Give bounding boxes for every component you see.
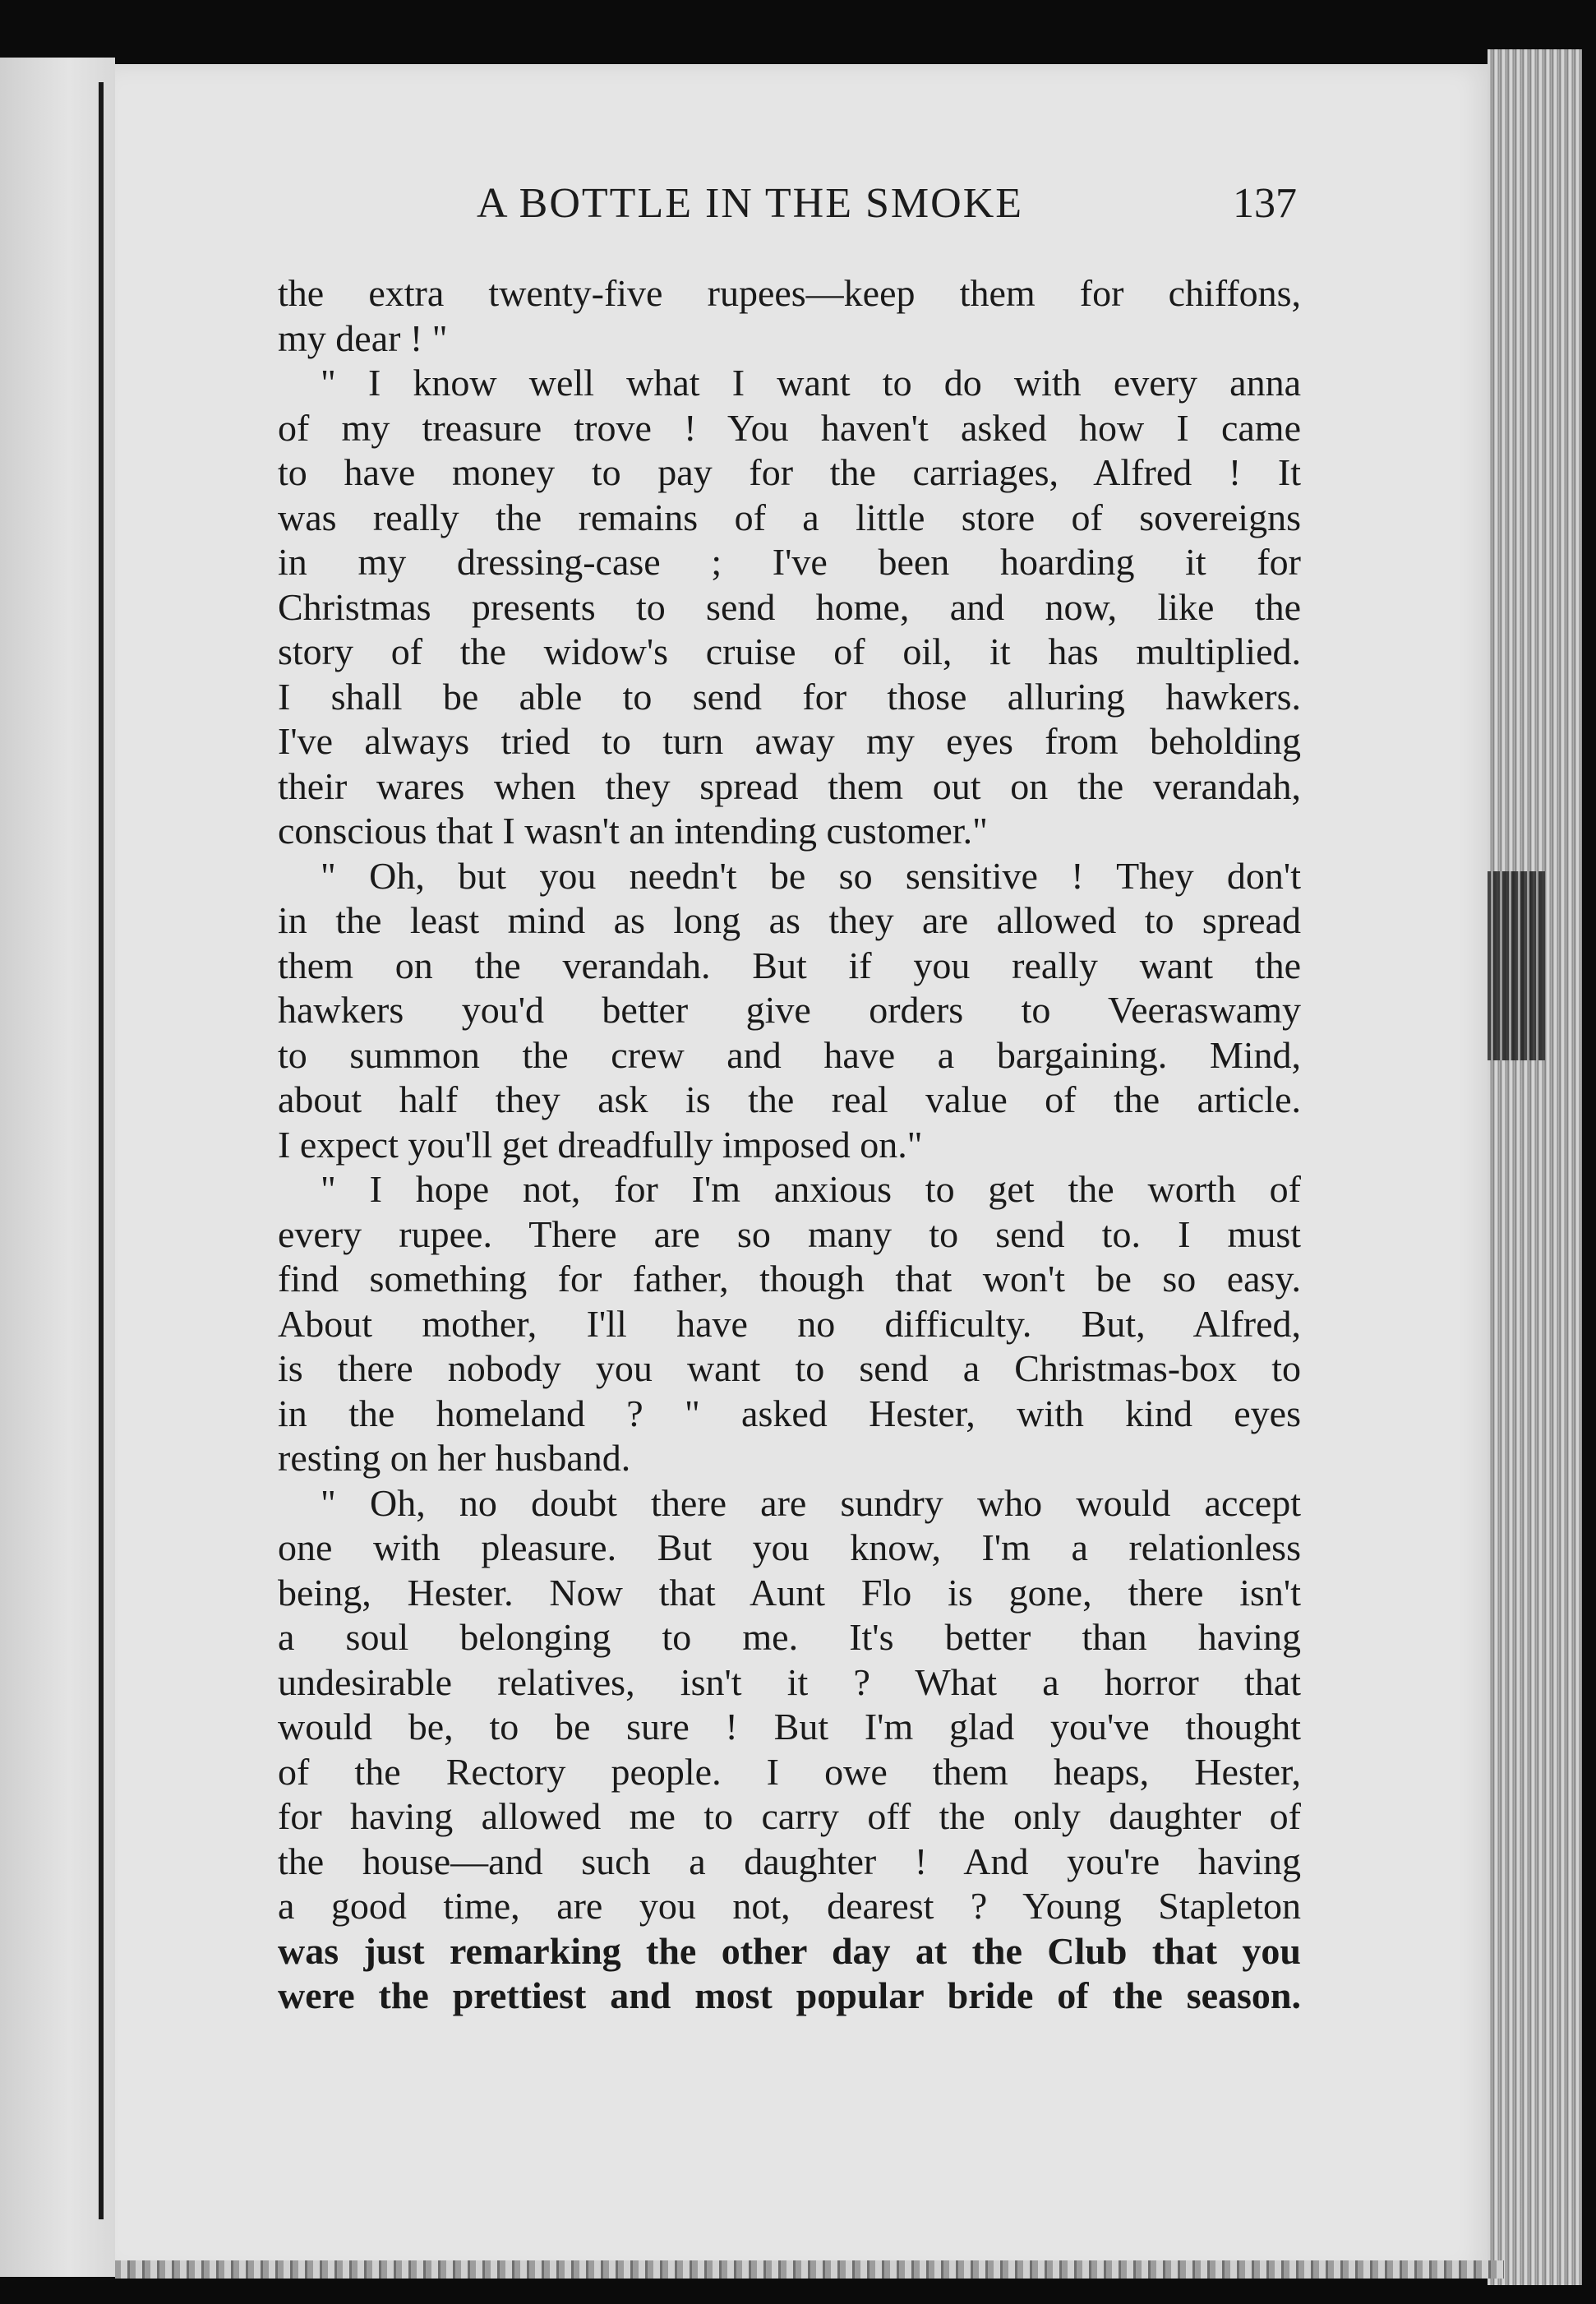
text-line: about half they ask is the real value of the article. bbox=[278, 1078, 1301, 1120]
text-line: them on the verandah. But if you really want the bbox=[278, 944, 1301, 986]
text-line: was really the remains of a little store of sovereigns bbox=[278, 496, 1301, 538]
text-line: hawkers you'd better give orders to Veeraswamy bbox=[278, 989, 1301, 1031]
text-line: " I know well what I want to do with every anna bbox=[321, 362, 1301, 404]
text-line: would be, to be sure ! But I'm glad you've thought bbox=[278, 1706, 1301, 1748]
text-line: in my dressing-case ; I've been hoarding it for bbox=[278, 541, 1301, 583]
text-line: Christmas presents to send home, and now, like the bbox=[278, 585, 1301, 628]
text-line: " I hope not, for I'm anxious to get the worth of bbox=[321, 1168, 1301, 1210]
text-line: their wares when they spread them out on the verandah, bbox=[278, 764, 1301, 807]
text-line: a good time, are you not, dearest ? Young Stapleton bbox=[278, 1885, 1301, 1927]
text-line: the house—and such a daughter ! And you're having bbox=[278, 1840, 1301, 1882]
text-line: was just remarking the other day at the Club that you bbox=[278, 1929, 1301, 1972]
text-line: " Oh, no doubt there are sundry who would accept bbox=[321, 1481, 1301, 1524]
text-line: find something for father, though that won't be so easy. bbox=[278, 1258, 1301, 1300]
text-line: being, Hester. Now that Aunt Flo is gone, there isn't bbox=[278, 1571, 1301, 1614]
page-number: 137 bbox=[1233, 180, 1297, 227]
running-title: A BOTTLE IN THE SMOKE bbox=[477, 180, 1024, 227]
text-line: were the prettiest and most popular bride of the season. bbox=[278, 1974, 1301, 2016]
text-line: About mother, I'll have no difficulty. But, Alfred, bbox=[278, 1302, 1301, 1345]
text-line: is there nobody you want to send a Christmas-box to bbox=[278, 1347, 1301, 1389]
text-line: my dear ! " bbox=[278, 316, 448, 359]
book-fore-edge bbox=[1488, 49, 1582, 2285]
text-line: of my treasure trove ! You haven't asked how I came bbox=[278, 406, 1301, 449]
text-line: " Oh, but you needn't be so sensitive ! They don't bbox=[321, 854, 1301, 897]
facing-page-edge bbox=[0, 58, 115, 2277]
fore-edge-marking bbox=[1488, 871, 1545, 1060]
text-line: of the Rectory people. I owe them heaps, Hester, bbox=[278, 1750, 1301, 1793]
text-line: the extra twenty-five rupees—keep them for chiffons, bbox=[278, 272, 1301, 314]
text-line: one with pleasure. But you know, I'm a relationless bbox=[278, 1526, 1301, 1568]
text-line: every rupee. There are so many to send to. I must bbox=[278, 1212, 1301, 1255]
text-line: in the homeland ? " asked Hester, with kind eyes bbox=[278, 1392, 1301, 1434]
text-line: to have money to pay for the carriages, Alfred ! It bbox=[278, 451, 1301, 493]
text-line: a soul belonging to me. It's better than having bbox=[278, 1616, 1301, 1658]
body-text bbox=[278, 271, 1301, 2019]
text-line: I shall be able to send for those alluring hawkers. bbox=[278, 675, 1301, 718]
gutter-shadow bbox=[99, 82, 104, 2219]
book-bottom-edge bbox=[115, 2260, 1504, 2279]
text-line: I've always tried to turn away my eyes from beholding bbox=[278, 720, 1301, 762]
running-header bbox=[279, 179, 1307, 237]
text-line: story of the widow's cruise of oil, it has multiplied. bbox=[278, 630, 1301, 672]
text-line: I expect you'll get dreadfully imposed on." bbox=[278, 1123, 923, 1166]
text-line: conscious that I wasn't an intending customer." bbox=[278, 810, 988, 852]
text-line: in the least mind as long as they are allowed to spread bbox=[278, 899, 1301, 941]
text-line: resting on her husband. bbox=[278, 1437, 631, 1479]
text-line: undesirable relatives, isn't it ? What a horror that bbox=[278, 1660, 1301, 1703]
text-line: for having allowed me to carry off the only daughter of bbox=[278, 1795, 1301, 1837]
text-line: to summon the crew and have a bargaining. Mind, bbox=[278, 1033, 1301, 1076]
